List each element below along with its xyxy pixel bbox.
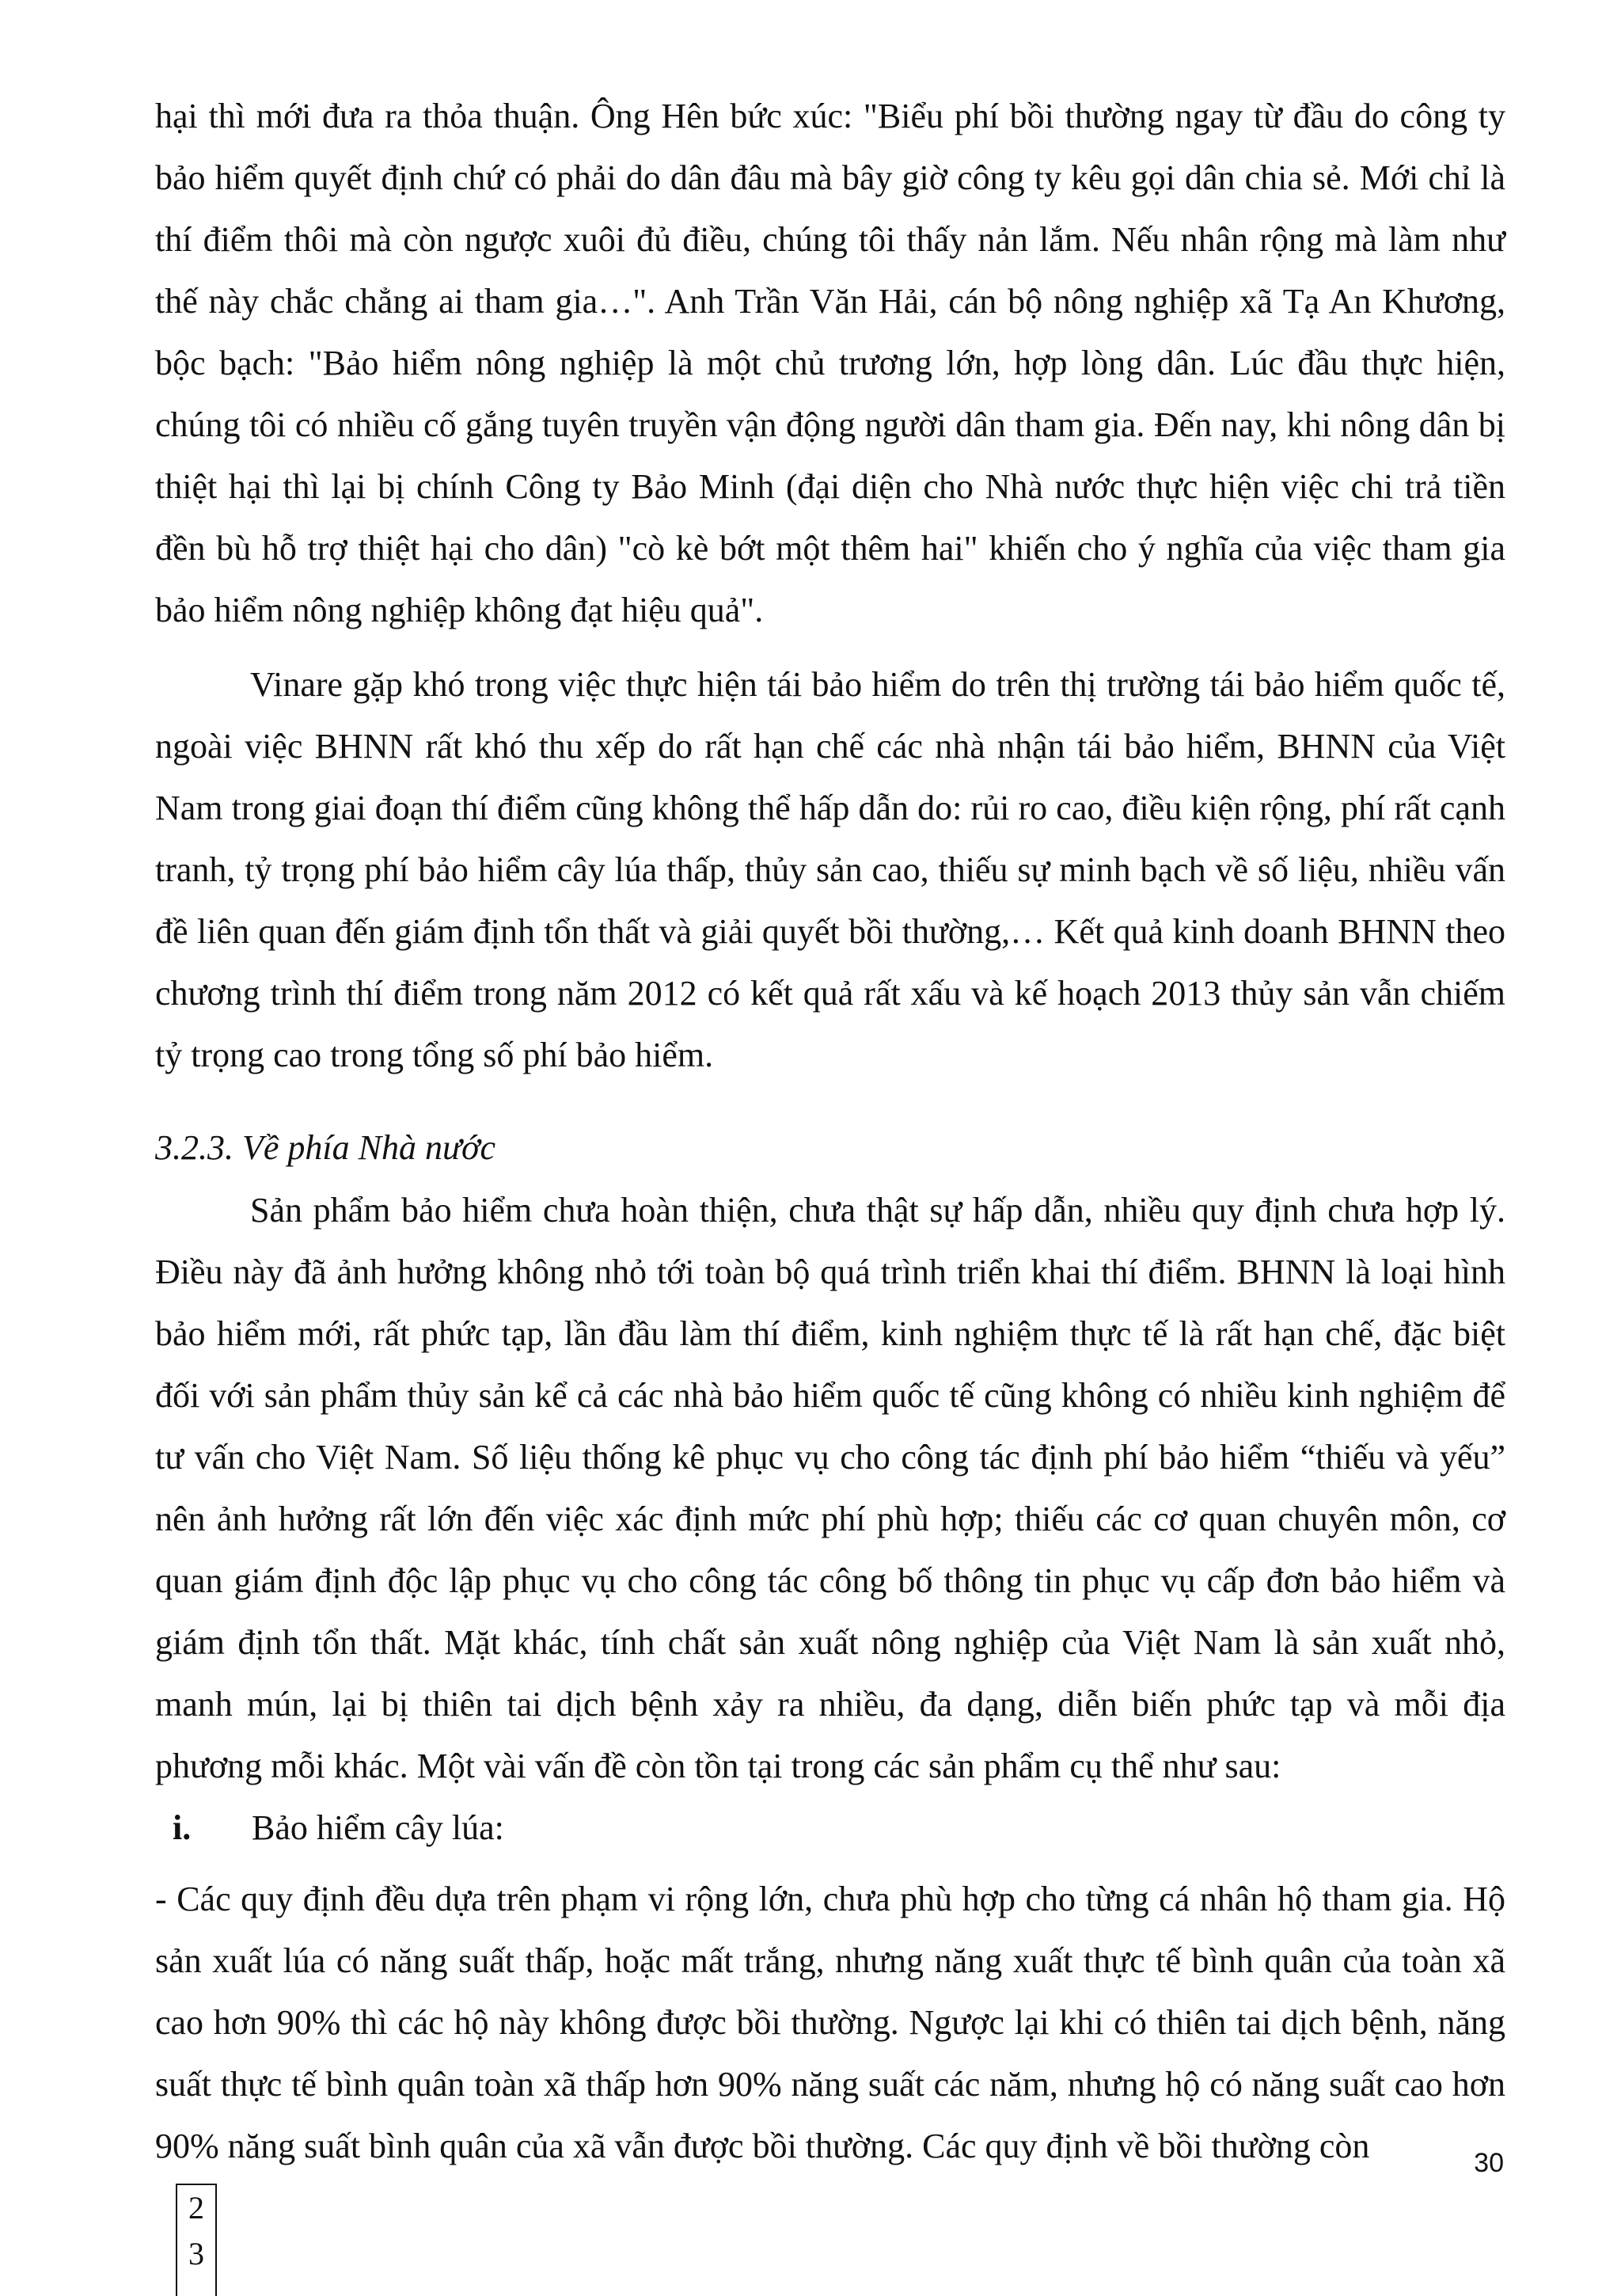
paragraph-farmer-complaint: hại thì mới đưa ra thỏa thuận. Ông Hên bức xúc: "Biểu phí bồi thường ngay từ đầu do công ty bảo hiểm quyết định chứ có phải do dân đâu mà bây giờ công ty kêu gọi dân chia sẻ. Mới chỉ là thí điểm thôi mà còn ngược xuôi đủ điều, chúng tôi thấy nản lắm. Nếu nhân rộng mà làm như thế này chắc chẳng ai tham gia…". Anh Trần Văn Hải, cán bộ nông nghiệp xã Tạ An Khương, bộc bạch: "Bảo hiểm nông nghiệp là một chủ trương lớn, hợp lòng dân. Lúc đầu thực hiện, chúng tôi có nhiều cố gắng tuyên truyền vận động người dân tham gia. Đến nay, khi nông dân bị thiệt hại thì lại bị chính Công ty Bảo Minh (đại diện cho Nhà nước thực hiện việc chi trả tiền đền bù hỗ trợ thiệt hại cho dân) "cò kè bớt một thêm hai" khiến cho ý nghĩa của việc tham gia bảo hiểm nông nghiệp không đạt hiệu quả".	[155, 97, 1505, 629]
paragraph-rice-regulations: - Các quy định đều dựa trên phạm vi rộng lớn, chưa phù hợp cho từng cá nhân hộ tham gia. Hộ sản xuất lúa có năng suất thấp, hoặc mất trắng, nhưng năng xuất thực tế bình quân của toàn xã cao hơn 90% thì các hộ này không được bồi thường. Ngược lại khi có thiên tai dịch bệnh, năng suất thực tế bình quân toàn xã thấp hơn 90% năng suất các năm, nhưng hộ có năng suất cao hơn 90% năng suất bình quân của xã vẫn được bồi thường. Các quy định về bồi thường còn	[155, 1880, 1505, 2165]
list-item-rice-insurance	[173, 1797, 504, 1859]
page-number: 30	[1474, 2148, 1504, 2178]
section-heading: 3.2.3. Về phía Nhà nước	[155, 1128, 495, 1167]
corner-box: 2 3	[176, 2184, 217, 2296]
list-marker: i.	[173, 1808, 192, 1847]
paragraph-insurance-products: Sản phẩm bảo hiểm chưa hoàn thiện, chưa thật sự hấp dẫn, nhiều quy định chưa hợp lý. Điều này đã ảnh hưởng không nhỏ tới toàn bộ quá trình triển khai thí điểm. BHNN là loại hình bảo hiểm mới, rất phức tạp, lần đầu làm thí điểm, kinh nghiệm thực tế là rất hạn chế, đặc biệt đối với sản phẩm thủy sản kể cả các nhà bảo hiểm quốc tế cũng không có nhiều kinh nghiệm để tư vấn cho Việt Nam. Số liệu thống kê phục vụ cho công tác định phí bảo hiểm “thiếu và yếu” nên ảnh hưởng rất lớn đến việc xác định mức phí phù hợp; thiếu các cơ quan chuyên môn, cơ quan giám định độc lập phục vụ cho công tác công bố thông tin phục vụ cấp đơn bảo hiểm và giám định tổn thất. Mặt khác, tính chất sản xuất nông nghiệp của Việt Nam là sản xuất nhỏ, manh mún, lại bị thiên tai dịch bệnh xảy ra nhiều, đa dạng, diễn biến phức tạp và mỗi địa phương mỗi khác. Một vài vấn đề còn tồn tại trong các sản phẩm cụ thể như sau:	[155, 1191, 1505, 1785]
list-item-label: Bảo hiểm cây lúa:	[252, 1808, 504, 1847]
paragraph-vinare-reinsurance: Vinare gặp khó trong việc thực hiện tái bảo hiểm do trên thị trường tái bảo hiểm quốc tế, ngoài việc BHNN rất khó thu xếp do rất hạn chế các nhà nhận tái bảo hiểm, BHNN của Việt Nam trong giai đoạn thí điểm cũng không thể hấp dẫn do: rủi ro cao, điều kiện rộng, phí rất cạnh tranh, tỷ trọng phí bảo hiểm cây lúa thấp, thủy sản cao, thiếu sự minh bạch về số liệu, nhiều vấn đề liên quan đến giám định tổn thất và giải quyết bồi thường,… Kết quả kinh doanh BHNN theo chương trình thí điểm trong năm 2012 có kết quả rất xấu và kế hoạch 2013 thủy sản vẫn chiếm tỷ trọng cao trong tổng số phí bảo hiểm.	[155, 665, 1505, 1074]
